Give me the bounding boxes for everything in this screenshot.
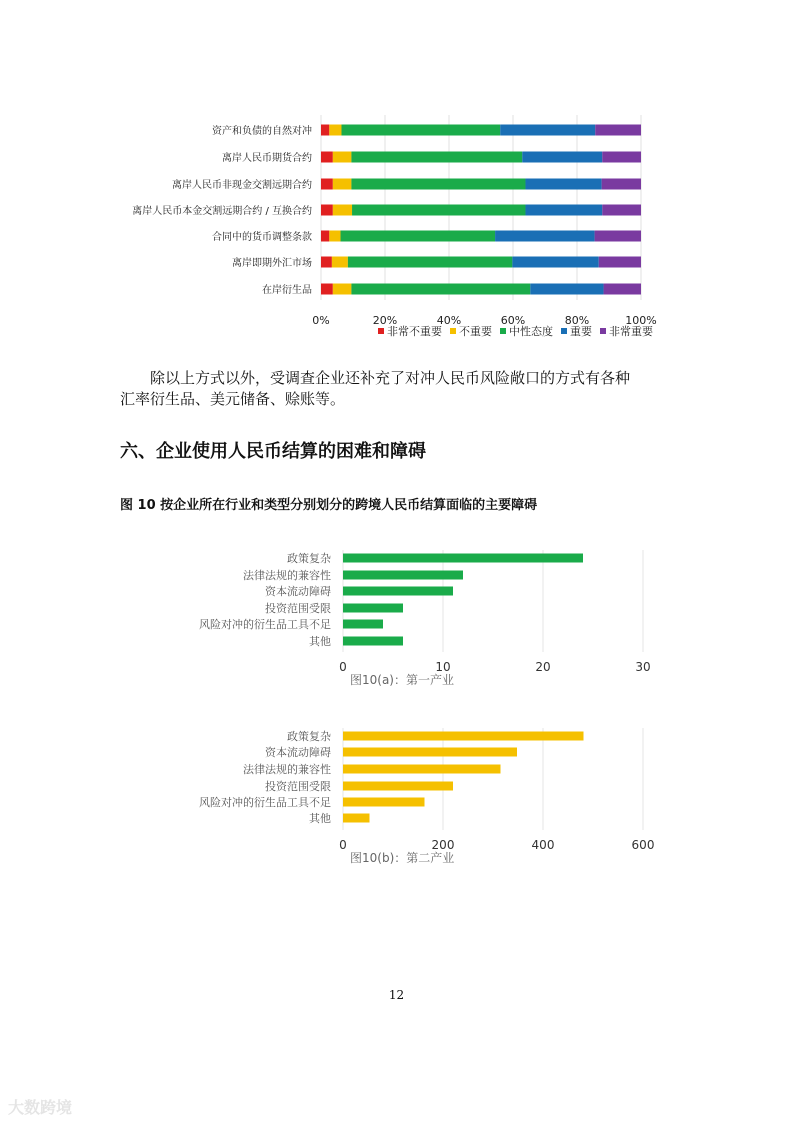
- watermark-logo: 大数跨境: [8, 1098, 73, 1117]
- bar-segment: [522, 152, 602, 163]
- x-tick-label: 20: [535, 660, 551, 674]
- bar-segment: [352, 205, 525, 216]
- category-label: 离岸即期外汇市场: [232, 258, 312, 269]
- bar-segment: [595, 231, 641, 242]
- bar: [343, 748, 517, 757]
- bar: [343, 798, 425, 807]
- legend-label: 非常重要: [609, 325, 653, 338]
- paragraph-line-2: 汇率衍生品、美元储备、赊账等。: [120, 390, 346, 408]
- legend-label: 不重要: [459, 325, 492, 338]
- bar-segment: [341, 231, 496, 242]
- x-tick-label: 400: [531, 838, 555, 852]
- legend-swatch: [600, 328, 606, 334]
- category-label: 离岸人民币非现金交割远期合约: [172, 180, 312, 191]
- bar: [343, 587, 453, 596]
- x-tick-label: 0: [339, 838, 347, 852]
- category-label: 政策复杂: [287, 730, 331, 743]
- bar-segment: [512, 257, 598, 268]
- figure-caption: 图 10 按企业所在行业和类型分别划分的跨境人民币结算面临的主要障碍: [120, 498, 538, 513]
- bar: [343, 814, 370, 823]
- category-label: 投资范围受限: [265, 602, 331, 615]
- legend-label: 中性态度: [509, 325, 553, 338]
- bar-segment: [602, 179, 641, 190]
- paragraph-line-1: 除以上方式以外，受调查企业还补充了对冲人民币风险敞口的方式有各种: [150, 369, 631, 387]
- bar-segment: [599, 257, 641, 268]
- bar-segment: [321, 231, 329, 242]
- bar: [343, 765, 501, 774]
- bar: [343, 782, 453, 791]
- bar-segment: [525, 179, 601, 190]
- category-label: 资本流动障碍: [265, 585, 331, 598]
- x-tick-label: 0%: [312, 314, 330, 327]
- bar-segment: [333, 179, 352, 190]
- x-tick-label: 30: [635, 660, 651, 674]
- category-label: 离岸人民币期货合约: [222, 153, 312, 164]
- bar-segment: [351, 284, 530, 295]
- x-tick-label: 80%: [564, 314, 590, 327]
- category-label: 政策复杂: [287, 552, 331, 565]
- x-tick-label: 10: [435, 660, 451, 674]
- bar-segment: [321, 125, 329, 136]
- bar-segment: [333, 205, 352, 216]
- category-label: 资产和负债的自然对冲: [212, 126, 312, 137]
- category-label: 合同中的货币调整条款: [212, 232, 312, 243]
- category-label: 在岸衍生品: [262, 285, 312, 296]
- category-label: 投资范围受限: [265, 780, 331, 793]
- legend-swatch: [450, 328, 456, 334]
- legend-swatch: [378, 328, 384, 334]
- category-label: 风险对冲的衍生品工具不足: [199, 796, 331, 809]
- bar-segment: [333, 284, 352, 295]
- legend-label: 非常不重要: [387, 325, 442, 338]
- bar-segment: [604, 284, 641, 295]
- bar: [343, 620, 383, 629]
- category-label: 法律法规的兼容性: [243, 569, 331, 582]
- category-label: 离岸人民币本金交割远期合约 / 互换合约: [132, 206, 312, 217]
- bar: [343, 604, 403, 613]
- bar-segment: [321, 152, 333, 163]
- category-label: 资本流动障碍: [265, 746, 331, 759]
- x-axis-caption: 图10(b)：第二产业: [350, 851, 455, 865]
- bar-segment: [595, 125, 641, 136]
- bar-segment: [321, 257, 332, 268]
- bar-segment: [341, 125, 500, 136]
- x-tick-label: 20%: [372, 314, 398, 327]
- bar-segment: [495, 231, 595, 242]
- bar-segment: [329, 231, 340, 242]
- bar-segment: [602, 152, 641, 163]
- bar-segment: [333, 152, 352, 163]
- page-number: 12: [388, 988, 405, 1002]
- bar-segment: [321, 179, 333, 190]
- x-tick-label: 40%: [436, 314, 462, 327]
- bar-segment: [602, 205, 641, 216]
- bar: [343, 554, 583, 563]
- x-tick-label: 60%: [500, 314, 526, 327]
- bar-segment: [321, 284, 333, 295]
- category-label: 其他: [309, 635, 331, 648]
- bar-segment: [348, 257, 512, 268]
- bar: [343, 637, 403, 646]
- bar-segment: [351, 179, 525, 190]
- bar: [343, 571, 463, 580]
- bar-segment: [351, 152, 522, 163]
- category-label: 其他: [309, 812, 331, 825]
- bar-segment: [530, 284, 603, 295]
- bar: [343, 732, 584, 741]
- bar-segment: [500, 125, 595, 136]
- x-tick-label: 600: [631, 838, 655, 852]
- bar-segment: [321, 205, 333, 216]
- x-axis-caption: 图10(a)：第一产业: [350, 673, 454, 687]
- legend-label: 重要: [570, 325, 592, 338]
- category-label: 风险对冲的衍生品工具不足: [199, 618, 331, 631]
- legend-swatch: [500, 328, 506, 334]
- section-heading: 六、企业使用人民币结算的困难和障碍: [120, 441, 426, 462]
- bar-segment: [525, 205, 602, 216]
- x-tick-label: 100%: [625, 314, 657, 327]
- bar-segment: [332, 257, 348, 268]
- x-tick-label: 200: [431, 838, 455, 852]
- legend-swatch: [561, 328, 567, 334]
- x-tick-label: 0: [339, 660, 347, 674]
- category-label: 法律法规的兼容性: [243, 763, 331, 776]
- bar-segment: [329, 125, 341, 136]
